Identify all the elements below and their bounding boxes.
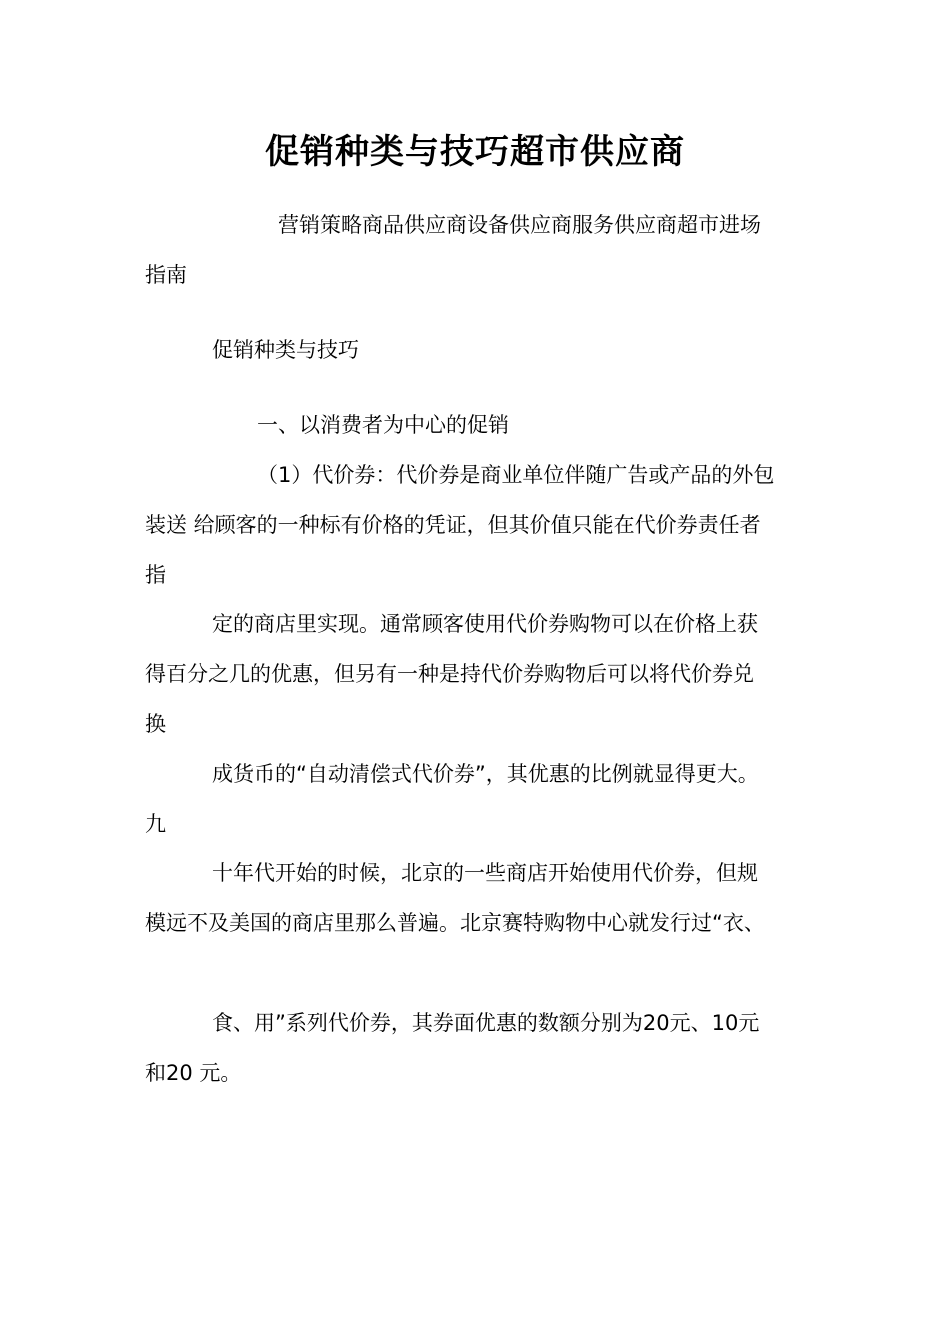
paragraph-line: 十年代开始的时候，北京的一些商店开始使用代价券，但规 (212, 861, 758, 885)
paragraph-line: 定的商店里实现。通常顾客使用代价券购物可以在价格上获 (212, 612, 758, 636)
subtitle-line-1: 营销策略商品供应商设备供应商服务供应商超市进场 (278, 213, 761, 237)
paragraph-line: 指 (145, 563, 166, 587)
section-heading: 促销种类与技巧 (212, 338, 359, 362)
subtitle-line-2: 指南 (145, 263, 187, 287)
paragraph-line: 装送 给顾客的一种标有价格的凭证，但其价值只能在代价券责任者 (145, 513, 761, 537)
paragraph-line: 换 (145, 712, 166, 736)
paragraph-line: 成货币的“自动清偿式代价券”，其优惠的比例就显得更大。 (212, 762, 759, 786)
paragraph-line: 食、用”系列代价券，其券面优惠的数额分别为20元、10元 (212, 1011, 760, 1035)
paragraph-line: 模远不及美国的商店里那么普遍。北京赛特购物中心就发行过“衣、 (145, 911, 765, 935)
paragraph-line: （1）代价券：代价券是商业单位伴随广告或产品的外包 (257, 463, 775, 487)
paragraph-line: 得百分之几的优惠，但另有一种是持代价券购物后可以将代价券兑 (145, 662, 754, 686)
document-title: 促销种类与技巧超市供应商 (265, 132, 685, 172)
paragraph-line: 九 (145, 812, 166, 836)
subsection-heading: 一、以消费者为中心的促销 (257, 413, 509, 437)
paragraph-line: 和20 元。 (145, 1061, 242, 1085)
